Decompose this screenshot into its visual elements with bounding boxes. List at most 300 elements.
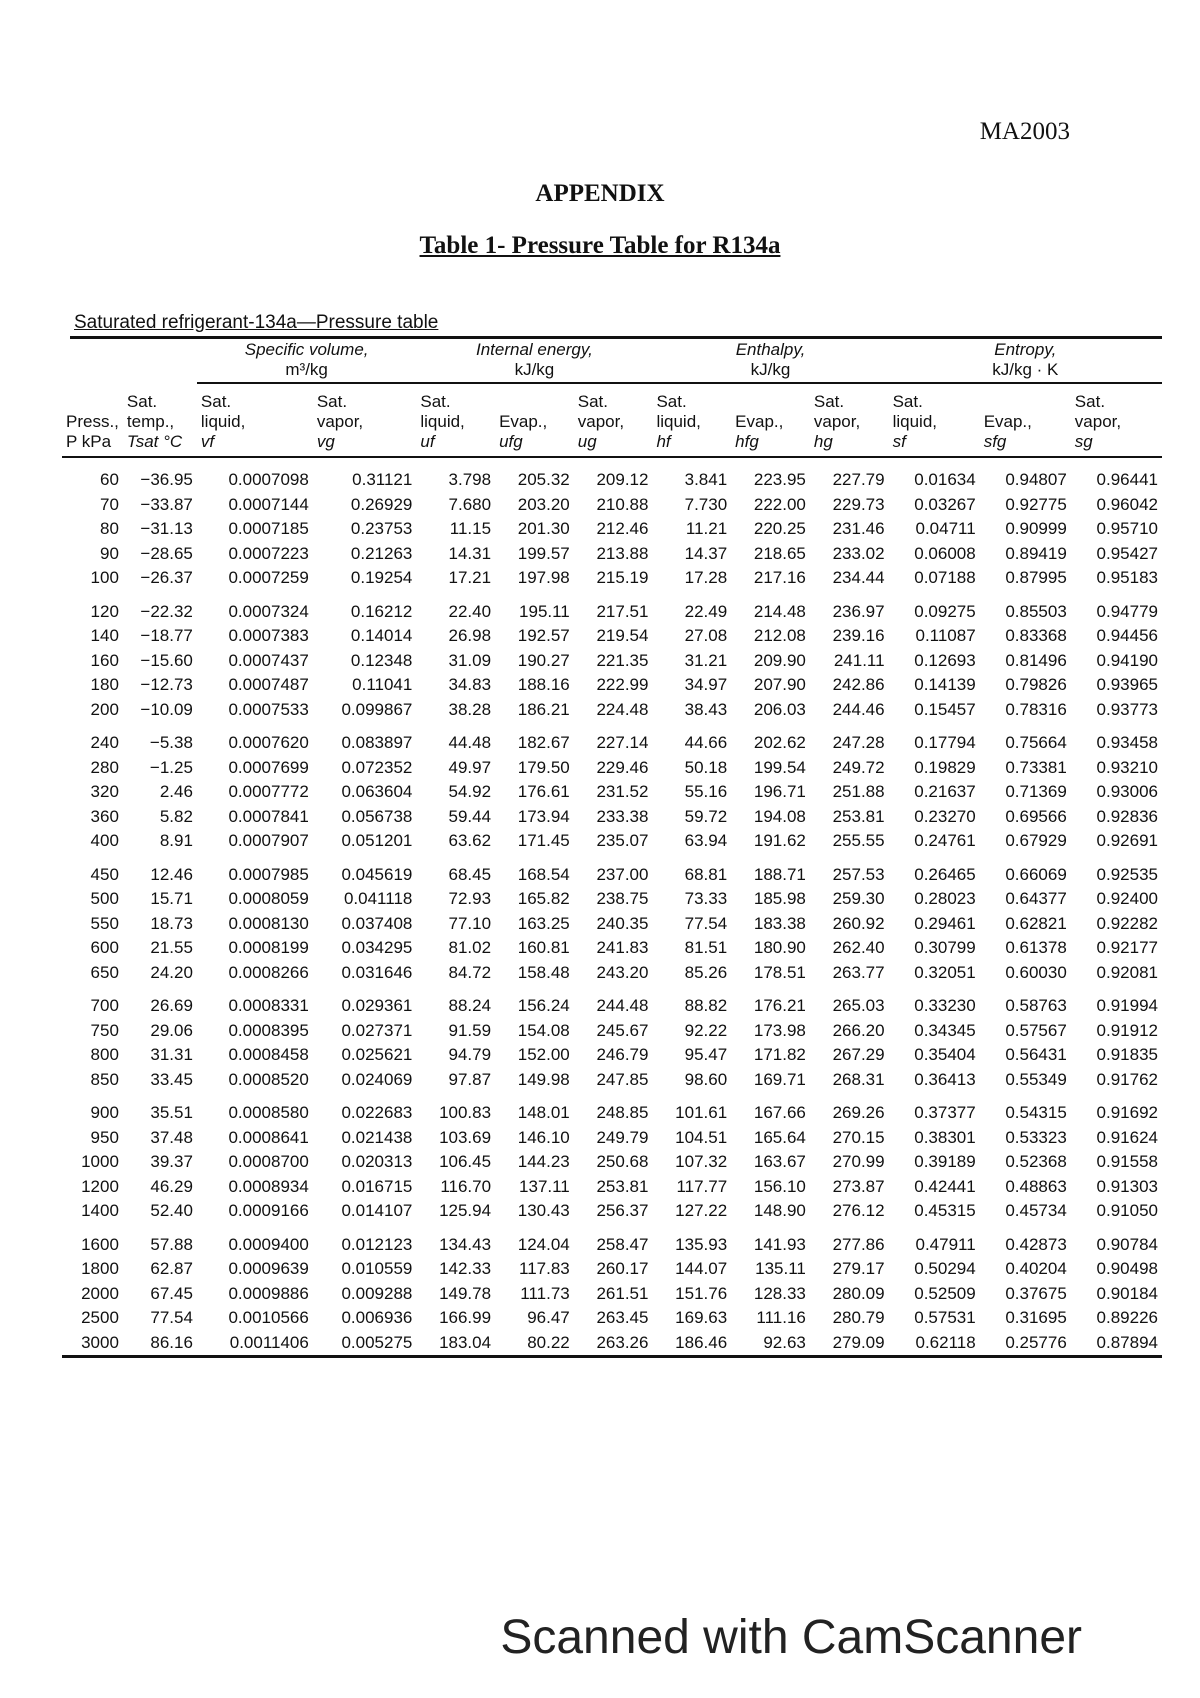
value-cell: 14.31 <box>448 543 492 563</box>
value-cell: 205.32 <box>517 470 570 489</box>
value-cell: 199.57 <box>517 543 570 563</box>
value-cell: 63.62 <box>448 831 492 850</box>
value-cell: 0.93210 <box>1096 757 1158 777</box>
value-cell: 190.27 <box>517 650 570 670</box>
value-cell: 31.09 <box>448 650 492 670</box>
value-cell: 245.67 <box>596 1020 649 1040</box>
group-header-row <box>62 340 1162 383</box>
value-cell: 0.045619 <box>341 864 413 884</box>
value-cell: 125.94 <box>439 1201 492 1220</box>
pressure-cell: 70 <box>99 494 119 514</box>
value-cell: 0.0010566 <box>228 1308 309 1327</box>
pressure-cell: 650 <box>90 962 119 982</box>
value-cell: 72.93 <box>448 889 492 908</box>
value-cell: 86.16 <box>123 1331 197 1357</box>
table-row <box>62 912 1162 937</box>
table-row <box>62 1282 1162 1307</box>
value-cell: 206.03 <box>753 699 806 719</box>
value-cell: 117.83 <box>519 1259 570 1278</box>
value-cell: 17.28 <box>684 568 728 587</box>
group-enthalpy <box>652 340 888 383</box>
value-cell: 57.88 <box>150 1234 193 1254</box>
value-cell: 22.49 <box>684 601 728 621</box>
value-cell: 0.95427 <box>1096 543 1158 563</box>
value-cell: 0.69566 <box>1005 806 1067 826</box>
value-cell: 111.73 <box>520 1283 570 1303</box>
pressure-table <box>62 340 1162 1358</box>
value-cell: 0.94190 <box>1096 650 1158 670</box>
value-cell: 215.19 <box>596 568 649 587</box>
column-header-cell: Sat. <box>316 392 348 411</box>
value-cell: 196.71 <box>753 782 806 801</box>
column-header-cell: hf <box>652 432 731 457</box>
value-cell: 0.0007383 <box>228 626 309 645</box>
value-cell: 183.38 <box>753 913 806 933</box>
value-cell: −36.95 <box>140 470 193 489</box>
value-cell: 0.009288 <box>341 1283 413 1303</box>
value-cell: 0.0007772 <box>228 782 309 801</box>
value-cell: 0.24761 <box>914 831 976 850</box>
value-cell: 91.59 <box>448 1020 492 1040</box>
column-header-cell <box>62 383 123 412</box>
value-cell: 0.92775 <box>1005 494 1067 514</box>
value-cell: 0.14014 <box>350 626 413 645</box>
value-cell: 186.46 <box>652 1331 731 1357</box>
value-cell: 0.92081 <box>1096 962 1158 982</box>
value-cell: 183.04 <box>416 1331 495 1357</box>
value-cell: 0.92535 <box>1096 864 1158 884</box>
value-cell: 270.15 <box>832 1127 885 1147</box>
value-cell: 237.00 <box>596 864 649 884</box>
column-header-cell: vapor, <box>1074 412 1122 431</box>
column-header-cell: hg <box>810 432 889 457</box>
value-cell: 44.48 <box>448 733 492 752</box>
value-cell: 0.15457 <box>914 699 976 719</box>
value-cell: 0.56431 <box>1005 1045 1067 1064</box>
value-cell: 203.20 <box>517 494 570 514</box>
value-cell: 265.03 <box>832 996 885 1015</box>
value-cell: 268.31 <box>832 1069 885 1089</box>
value-cell: 0.17794 <box>914 733 976 752</box>
value-cell: 0.25776 <box>980 1331 1071 1357</box>
value-cell: 0.87995 <box>1005 568 1067 587</box>
value-cell: 0.025621 <box>341 1045 413 1064</box>
pressure-cell: 90 <box>99 543 119 563</box>
value-cell: 236.97 <box>832 601 885 621</box>
value-cell: 0.0008641 <box>228 1127 309 1147</box>
column-header-cell <box>731 383 810 412</box>
table-row <box>62 936 1162 961</box>
value-cell: 0.85503 <box>1005 601 1067 621</box>
value-cell: 94.79 <box>448 1045 492 1064</box>
value-cell: 130.43 <box>517 1201 570 1220</box>
value-cell: 241.83 <box>596 938 649 957</box>
value-cell: −10.09 <box>140 699 193 719</box>
value-cell: 0.47911 <box>915 1234 976 1254</box>
value-cell: 182.67 <box>517 733 570 752</box>
value-cell: 0.67929 <box>1005 831 1067 850</box>
value-cell: 31.21 <box>684 650 728 670</box>
value-cell: 209.12 <box>596 470 649 489</box>
value-cell: 55.16 <box>684 782 728 801</box>
value-cell: 7.730 <box>684 494 728 514</box>
table-row <box>62 649 1162 674</box>
column-header-cell: sfg <box>980 432 1071 457</box>
group-enthalpy-unit: kJ/kg <box>750 360 791 379</box>
value-cell: 0.006936 <box>341 1308 413 1327</box>
table-title-text: Table 1- Pressure Table for R134a <box>419 232 781 259</box>
value-cell: 0.0008199 <box>228 938 309 957</box>
value-cell: 0.012123 <box>341 1234 413 1254</box>
value-cell: 202.62 <box>753 733 806 752</box>
column-header-cell: Press., <box>66 412 119 431</box>
value-cell: 0.0008331 <box>228 996 309 1015</box>
value-cell: 0.056738 <box>341 806 413 826</box>
value-cell: 0.051201 <box>341 831 413 850</box>
value-cell: 0.57531 <box>914 1308 976 1327</box>
value-cell: 0.93773 <box>1096 699 1158 719</box>
value-cell: 0.31695 <box>1005 1308 1067 1327</box>
value-cell: 0.91692 <box>1096 1103 1158 1122</box>
value-cell: 0.0008700 <box>228 1152 309 1171</box>
value-cell: 0.89419 <box>1005 543 1067 563</box>
value-cell: 277.86 <box>832 1234 885 1254</box>
value-cell: 144.07 <box>675 1259 728 1278</box>
value-cell: 77.54 <box>684 913 728 933</box>
value-cell: 209.90 <box>753 650 806 670</box>
table-row <box>62 985 1162 1019</box>
value-cell: 46.29 <box>150 1176 193 1196</box>
value-cell: 0.09275 <box>914 601 976 621</box>
value-cell: −15.60 <box>140 650 193 670</box>
pressure-cell: 100 <box>90 568 119 587</box>
table-row <box>62 1019 1162 1044</box>
pressure-cell: 900 <box>90 1103 119 1122</box>
value-cell: 165.82 <box>517 889 570 908</box>
value-cell: 160.81 <box>517 938 570 957</box>
value-cell: 0.75664 <box>1005 733 1067 752</box>
value-cell: 22.40 <box>448 601 492 621</box>
value-cell: 0.0008130 <box>228 913 309 933</box>
value-cell: 0.029361 <box>341 996 413 1015</box>
value-cell: 154.08 <box>517 1020 570 1040</box>
value-cell: 0.0009639 <box>228 1259 309 1278</box>
table-row <box>62 829 1162 854</box>
value-cell: 217.16 <box>753 568 806 587</box>
value-cell: 35.51 <box>150 1103 193 1122</box>
value-cell: 50.18 <box>684 757 728 777</box>
value-cell: 249.72 <box>832 757 885 777</box>
pressure-cell: 600 <box>90 938 119 957</box>
value-cell: 101.61 <box>675 1103 728 1122</box>
value-cell: 0.34345 <box>914 1020 976 1040</box>
value-cell: −12.73 <box>140 675 193 694</box>
value-cell: 233.02 <box>832 543 885 563</box>
value-cell: 146.10 <box>517 1127 570 1147</box>
pressure-cell: 800 <box>90 1045 119 1064</box>
value-cell: 242.86 <box>832 675 885 694</box>
column-header-cell: temp., <box>126 412 175 431</box>
value-cell: 176.61 <box>517 782 570 801</box>
value-cell: 0.12348 <box>350 650 413 670</box>
value-cell: 219.54 <box>596 626 649 645</box>
value-cell: 169.63 <box>675 1308 728 1327</box>
value-cell: 0.12693 <box>914 650 976 670</box>
pressure-cell: 950 <box>90 1127 119 1147</box>
column-header-cell: P kPa <box>62 432 123 457</box>
value-cell: 0.92836 <box>1096 806 1158 826</box>
value-cell: 0.92177 <box>1096 938 1158 957</box>
value-cell: 0.53323 <box>1005 1127 1067 1147</box>
value-cell: 0.027371 <box>341 1020 413 1040</box>
value-cell: 259.30 <box>832 889 885 908</box>
value-cell: 97.87 <box>448 1069 492 1089</box>
value-cell: 0.063604 <box>341 782 413 801</box>
pressure-cell: 850 <box>90 1069 119 1089</box>
value-cell: 0.62118 <box>889 1331 980 1357</box>
value-cell: 194.08 <box>753 806 806 826</box>
value-cell: 80.22 <box>495 1331 574 1357</box>
value-cell: 12.46 <box>150 864 193 884</box>
value-cell: 171.45 <box>517 831 570 850</box>
value-cell: 67.45 <box>150 1283 193 1303</box>
value-cell: 253.81 <box>596 1176 649 1196</box>
value-cell: 0.48863 <box>1005 1176 1067 1196</box>
value-cell: 0.58763 <box>1005 996 1067 1015</box>
value-cell: 0.31121 <box>352 470 413 489</box>
value-cell: 26.98 <box>448 626 492 645</box>
value-cell: 0.020313 <box>341 1152 413 1171</box>
value-cell: 210.88 <box>596 494 649 514</box>
value-cell: 276.12 <box>832 1201 885 1220</box>
table-row <box>62 1068 1162 1093</box>
value-cell: 257.53 <box>832 864 885 884</box>
value-cell: 188.71 <box>753 864 806 884</box>
pressure-cell: 240 <box>90 733 119 752</box>
value-cell: 267.29 <box>832 1045 885 1064</box>
value-cell: 176.21 <box>753 996 806 1015</box>
value-cell: 0.91994 <box>1096 996 1158 1015</box>
column-header-row <box>62 383 1162 412</box>
value-cell: 21.55 <box>150 938 193 957</box>
value-cell: 0.57567 <box>1005 1020 1067 1040</box>
column-header-cell: vg <box>313 432 417 457</box>
value-cell: 0.91624 <box>1096 1127 1158 1147</box>
value-cell: 0.52368 <box>1005 1152 1067 1171</box>
value-cell: 0.0007487 <box>228 675 309 694</box>
value-cell: 263.45 <box>596 1308 649 1327</box>
column-header-cell: Sat. <box>420 392 451 411</box>
pressure-cell: 450 <box>90 864 119 884</box>
value-cell: 233.38 <box>596 806 649 826</box>
value-cell: 0.90784 <box>1096 1234 1158 1254</box>
value-cell: 7.680 <box>448 494 492 514</box>
value-cell: 0.23753 <box>350 519 413 538</box>
table-row <box>62 1331 1162 1357</box>
table-row <box>62 1199 1162 1224</box>
value-cell: 212.08 <box>753 626 806 645</box>
value-cell: 244.48 <box>596 996 649 1015</box>
value-cell: 0.0007620 <box>228 733 309 752</box>
table-row <box>62 1043 1162 1068</box>
value-cell: 180.90 <box>753 938 806 957</box>
pressure-cell: 750 <box>90 1020 119 1040</box>
value-cell: 279.17 <box>832 1259 885 1278</box>
value-cell: 0.37675 <box>1005 1283 1067 1303</box>
value-cell: 0.005275 <box>313 1331 417 1357</box>
value-cell: 260.92 <box>832 913 885 933</box>
value-cell: 100.83 <box>439 1103 492 1122</box>
pressure-cell: 1400 <box>81 1201 119 1220</box>
value-cell: 0.64377 <box>1005 889 1067 908</box>
pressure-cell: 1000 <box>81 1152 119 1171</box>
value-cell: 279.09 <box>810 1331 889 1357</box>
value-cell: 38.28 <box>448 699 492 719</box>
value-cell: 0.38301 <box>914 1127 976 1147</box>
value-cell: 0.16212 <box>350 601 413 621</box>
value-cell: 0.94456 <box>1096 626 1158 645</box>
column-header-cell: liquid, <box>656 412 701 431</box>
value-cell: 249.79 <box>596 1127 649 1147</box>
value-cell: 77.10 <box>448 913 492 933</box>
column-header-cell: sf <box>889 432 980 457</box>
value-cell: 0.37377 <box>914 1103 976 1122</box>
value-cell: 81.51 <box>684 938 728 957</box>
value-cell: 85.26 <box>684 962 728 982</box>
value-cell: 0.60030 <box>1005 962 1067 982</box>
value-cell: 14.37 <box>684 543 728 563</box>
value-cell: 0.94779 <box>1096 601 1158 621</box>
pressure-cell: 80 <box>99 519 119 538</box>
value-cell: 2.46 <box>159 782 193 801</box>
value-cell: 234.44 <box>832 568 885 587</box>
value-cell: 0.96441 <box>1096 470 1158 489</box>
value-cell: 0.35404 <box>914 1045 976 1064</box>
value-cell: 68.45 <box>448 864 492 884</box>
value-cell: 33.45 <box>150 1069 193 1089</box>
value-cell: 251.88 <box>832 782 885 801</box>
value-cell: 149.98 <box>517 1069 570 1089</box>
value-cell: 0.099867 <box>341 699 413 719</box>
value-cell: 117.77 <box>676 1176 728 1196</box>
column-header-cell <box>495 383 574 412</box>
value-cell: 0.0007185 <box>228 519 309 538</box>
value-cell: 165.64 <box>753 1127 806 1147</box>
value-cell: 262.40 <box>832 938 885 957</box>
value-cell: 273.87 <box>832 1176 885 1196</box>
group-entropy-unit: kJ/kg · K <box>992 360 1059 379</box>
column-header-cell: vf <box>197 432 313 457</box>
table-row <box>62 887 1162 912</box>
value-cell: 0.66069 <box>1005 864 1067 884</box>
value-cell: 0.0007699 <box>228 757 309 777</box>
value-cell: 0.90999 <box>1005 519 1067 538</box>
value-cell: −18.77 <box>140 626 193 645</box>
value-cell: 260.17 <box>596 1259 649 1278</box>
value-cell: 0.014107 <box>341 1201 413 1220</box>
value-cell: 247.28 <box>832 733 885 752</box>
value-cell: 151.76 <box>675 1283 728 1303</box>
value-cell: 141.93 <box>753 1234 806 1254</box>
value-cell: 0.42441 <box>914 1176 976 1196</box>
column-header-cell: liquid, <box>420 412 465 431</box>
value-cell: 0.0009400 <box>228 1234 309 1254</box>
pressure-cell: 360 <box>90 806 119 826</box>
value-cell: 0.50294 <box>914 1259 976 1278</box>
value-cell: 81.02 <box>448 938 492 957</box>
value-cell: 0.0007985 <box>228 864 309 884</box>
value-cell: 212.46 <box>596 519 649 538</box>
value-cell: 0.0009166 <box>228 1201 309 1220</box>
value-cell: 27.08 <box>684 626 728 645</box>
table-row <box>62 1150 1162 1175</box>
value-cell: 127.22 <box>675 1201 728 1220</box>
value-cell: 142.33 <box>439 1259 492 1278</box>
group-specific-volume-unit: m³/kg <box>285 360 328 379</box>
value-cell: 104.51 <box>675 1127 728 1147</box>
pressure-cell: 700 <box>90 996 119 1015</box>
value-cell: 111.16 <box>756 1308 806 1327</box>
value-cell: 0.87894 <box>1071 1331 1162 1357</box>
value-cell: 253.81 <box>832 806 885 826</box>
value-cell: 17.21 <box>448 568 492 587</box>
value-cell: 88.24 <box>448 996 492 1015</box>
value-cell: 224.48 <box>596 699 649 719</box>
value-cell: 238.75 <box>596 889 649 908</box>
value-cell: 0.21637 <box>914 782 976 801</box>
column-header-cell: Sat. <box>813 392 845 411</box>
value-cell: 0.90184 <box>1096 1283 1158 1303</box>
column-header-cell: Sat. <box>656 392 687 411</box>
value-cell: 0.11087 <box>915 626 976 645</box>
value-cell: 227.79 <box>832 470 885 489</box>
value-cell: 0.29461 <box>914 913 976 933</box>
value-cell: 214.48 <box>753 601 806 621</box>
value-cell: 207.90 <box>753 675 806 694</box>
value-cell: −1.25 <box>149 757 193 777</box>
pressure-cell: 400 <box>90 831 119 850</box>
value-cell: 218.65 <box>753 543 806 563</box>
group-specific-volume-name: Specific volume, <box>244 340 369 359</box>
value-cell: 0.0007907 <box>228 831 309 850</box>
value-cell: 73.33 <box>684 889 728 908</box>
value-cell: 0.90498 <box>1096 1259 1158 1278</box>
pressure-cell: 2000 <box>81 1283 119 1303</box>
table-row <box>62 1092 1162 1126</box>
value-cell: 88.82 <box>684 996 728 1015</box>
value-cell: 243.20 <box>596 962 649 982</box>
value-cell: 0.83368 <box>1005 626 1067 645</box>
value-cell: 11.21 <box>685 519 728 538</box>
value-cell: 222.99 <box>596 675 649 694</box>
value-cell: 0.62821 <box>1005 913 1067 933</box>
value-cell: 0.037408 <box>341 913 413 933</box>
value-cell: 5.82 <box>159 806 193 826</box>
value-cell: 0.21263 <box>350 543 413 563</box>
value-cell: 0.0008059 <box>228 889 309 908</box>
value-cell: 231.52 <box>596 782 649 801</box>
value-cell: 0.89226 <box>1096 1308 1158 1327</box>
value-cell: 92.22 <box>684 1020 728 1040</box>
value-cell: 0.92400 <box>1096 889 1158 908</box>
column-header-cell: vapor, <box>577 412 625 431</box>
value-cell: 173.94 <box>517 806 570 826</box>
group-specific-volume <box>197 340 416 383</box>
value-cell: 31.31 <box>150 1045 193 1064</box>
value-cell: 163.25 <box>517 913 570 933</box>
value-cell: 185.98 <box>753 889 806 908</box>
value-cell: 229.73 <box>832 494 885 514</box>
